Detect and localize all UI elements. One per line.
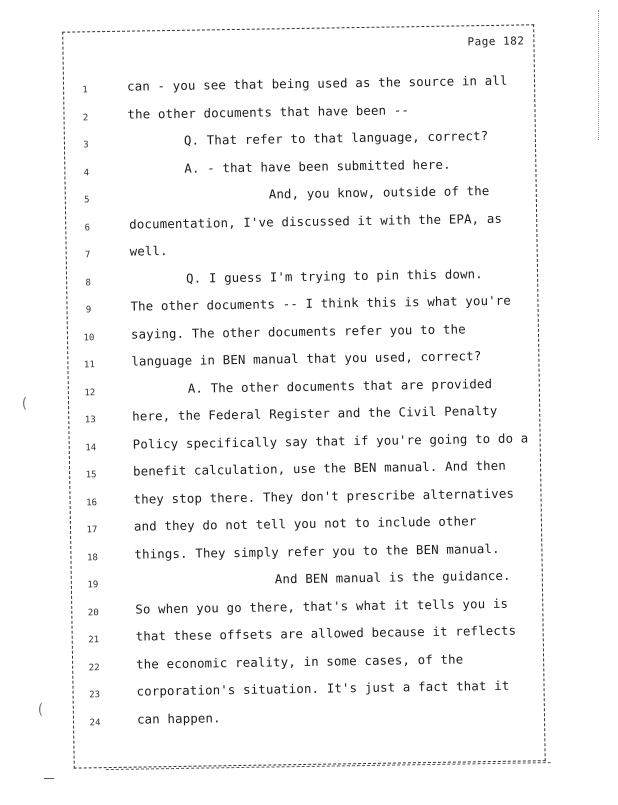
line-number: 19 [87, 580, 99, 591]
line-number: 5 [84, 195, 90, 206]
transcript-line: A. The other documents that are provided [187, 375, 493, 396]
transcript-line: well. [129, 243, 168, 259]
line-number: 14 [85, 442, 97, 453]
transcript-line: So when you go there, that's what it tells you is [135, 595, 509, 617]
transcript-line: Policy specifically say that if you're going to do a [132, 429, 529, 452]
line-number: 16 [86, 497, 98, 508]
transcript-line: can happen. [136, 709, 221, 727]
transcript-line: can - you see that being used as the source in all [126, 72, 508, 94]
line-number: 18 [86, 552, 98, 563]
line-number: 11 [83, 360, 95, 371]
transcript-line: corporation's situation. It's just a fact that it [136, 677, 510, 699]
line-number: 12 [84, 387, 96, 398]
line-number: 23 [89, 690, 101, 701]
line-number: 9 [85, 305, 92, 316]
line-number: 21 [88, 635, 100, 646]
line-number: 3 [83, 140, 89, 151]
transcript-line: saying. The other documents refer you to the [130, 320, 466, 342]
transcript-line: And BEN manual is the guidance. [274, 567, 511, 587]
line-number: 4 [83, 167, 90, 178]
scan-artifact-tick [44, 778, 54, 779]
line-number: 13 [84, 415, 96, 426]
transcript-line: the other documents that have been -- [127, 101, 410, 122]
transcript-line: Q. That refer to that language, correct? [183, 128, 489, 148]
transcript-line: documentation, I've discussed it with the EPA, as [129, 210, 503, 232]
transcript-line: here, the Federal Register and the Civil Penalty [132, 402, 498, 424]
transcript-line: and they do not tell you not to include other [133, 513, 477, 534]
page-number: Page 182 [467, 34, 525, 49]
edge-scan-marks [598, 10, 605, 140]
transcript-line: things. They simply refer you to the BEN manual. [134, 540, 500, 562]
transcript-line: benefit calculation, use the BEN manual. And then [132, 457, 507, 479]
line-number: 24 [89, 717, 101, 728]
scan-artifact-mark: ( [20, 396, 29, 412]
transcript-line: A. - that have been submitted here. [184, 156, 451, 176]
line-number: 1 [82, 85, 88, 96]
line-number: 10 [83, 332, 95, 343]
transcript-line: Q. I guess I'm trying to pin this down. [185, 265, 483, 286]
transcript-line: that these offsets are allowed because it reflects [135, 622, 517, 644]
transcript-line: language in BEN manual that you used, correct? [131, 348, 482, 369]
line-number: 6 [84, 222, 91, 233]
line-number: 2 [82, 112, 89, 123]
transcript-line: the economic reality, in some cases, of the [136, 650, 464, 672]
line-number: 7 [84, 250, 91, 261]
transcript-line: And, you know, outside of the [268, 182, 490, 202]
scan-artifact-mark: ( [36, 702, 45, 718]
transcript-line: The other documents -- I think this is what you're [130, 292, 512, 314]
line-number: 22 [88, 662, 100, 673]
line-number: 17 [86, 525, 98, 536]
line-number: 15 [85, 470, 97, 481]
line-number: 20 [87, 607, 99, 618]
transcript-line: they stop there. They don't prescribe alternatives [133, 485, 515, 507]
line-number: 8 [85, 277, 91, 288]
